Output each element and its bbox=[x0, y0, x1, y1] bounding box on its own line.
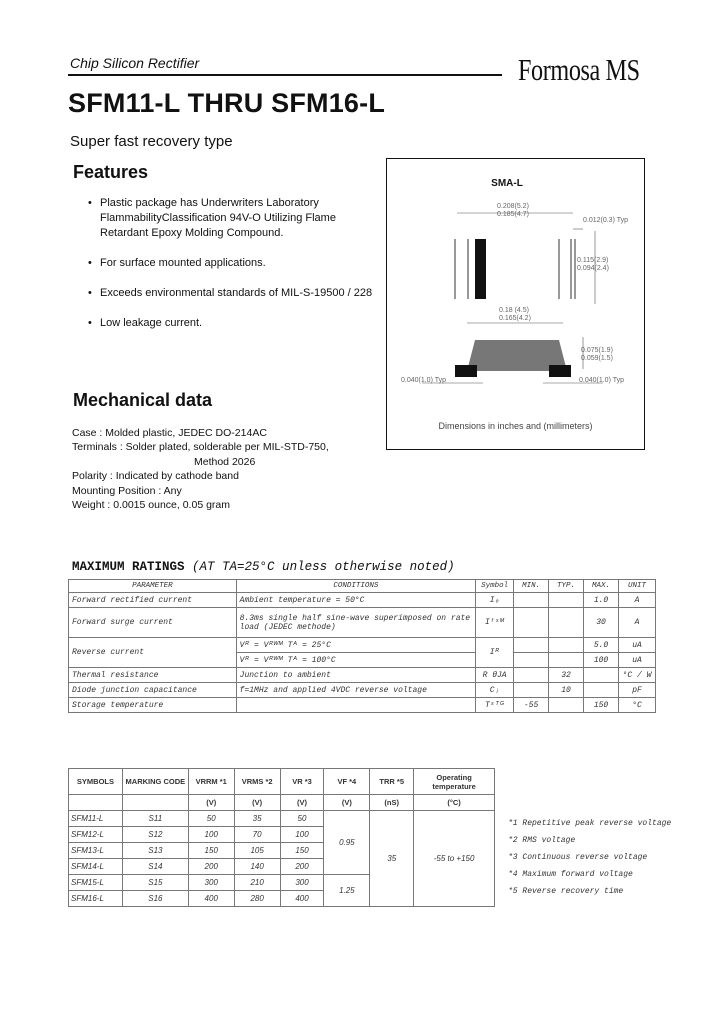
table-header-cell bbox=[69, 795, 123, 811]
table-cell: Iᶠˢᴹ bbox=[476, 608, 514, 638]
table-cell bbox=[584, 683, 619, 698]
table-cell: 400 bbox=[280, 891, 324, 907]
table-cell: °C bbox=[619, 698, 656, 713]
table-cell: 100 bbox=[188, 827, 234, 843]
table-cell: Reverse current bbox=[69, 638, 237, 668]
table-cell: 10 bbox=[549, 683, 584, 698]
table-cell: Forward surge current bbox=[69, 608, 237, 638]
dimensions-note: Dimensions in inches and (millimeters) bbox=[438, 421, 593, 431]
table-cell: Vᴿ = Vᴿᵂᴹ Tᴬ = 100°C bbox=[236, 653, 475, 668]
table-cell: SFM16-L bbox=[69, 891, 123, 907]
footnotes bbox=[508, 815, 671, 900]
table-cell bbox=[549, 638, 584, 653]
table-header-cell: VRMS *2 bbox=[234, 769, 280, 795]
table-cell: S12 bbox=[122, 827, 188, 843]
table-cell: 50 bbox=[188, 811, 234, 827]
mechanical-line: Weight : 0.0015 ounce, 0.05 gram bbox=[72, 499, 230, 512]
table-cell: SFM12-L bbox=[69, 827, 123, 843]
table-cell: S13 bbox=[122, 843, 188, 859]
table-cell: 50 bbox=[280, 811, 324, 827]
feature-item: • Low leakage current. bbox=[88, 316, 378, 331]
table-cell: 400 bbox=[188, 891, 234, 907]
table-cell: Vᴿ = Vᴿᵂᴹ Tᴬ = 25°C bbox=[236, 638, 475, 653]
table-header-cell: (V) bbox=[280, 795, 324, 811]
mechanical-line: Polarity : Indicated by cathode band bbox=[72, 470, 239, 483]
table-header-cell: VF *4 bbox=[324, 769, 370, 795]
table-header-cell: (V) bbox=[188, 795, 234, 811]
mechanical-heading: Mechanical data bbox=[73, 390, 213, 410]
lead-right bbox=[549, 365, 571, 377]
footnote: *3 Continuous reverse voltage bbox=[508, 853, 648, 862]
table-cell: R θJA bbox=[476, 668, 514, 683]
table-cell: 300 bbox=[188, 875, 234, 891]
table-header-cell: (V) bbox=[324, 795, 370, 811]
table-cell: 200 bbox=[280, 859, 324, 875]
table-cell: A bbox=[619, 608, 656, 638]
table-cell: 35 bbox=[370, 811, 414, 907]
table-cell bbox=[549, 653, 584, 668]
table-header-cell: MIN. bbox=[514, 580, 549, 593]
table-cell: SFM15-L bbox=[69, 875, 123, 891]
table-cell: Tˢᵀᴳ bbox=[476, 698, 514, 713]
table-cell: 200 bbox=[188, 859, 234, 875]
max-ratings-heading: MAXIMUM RATINGS bbox=[72, 560, 185, 574]
table-cell: Storage temperature bbox=[69, 698, 237, 713]
table-cell: 280 bbox=[234, 891, 280, 907]
table-cell: Junction to ambient bbox=[236, 668, 475, 683]
table-cell: I₀ bbox=[476, 593, 514, 608]
table-cell: 35 bbox=[234, 811, 280, 827]
table-cell: f=1MHz and applied 4VDC reverse voltage bbox=[236, 683, 475, 698]
table-cell: Thermal resistance bbox=[69, 668, 237, 683]
dim-label: 0.040(1.0) Typ bbox=[401, 377, 447, 384]
table-cell: 140 bbox=[234, 859, 280, 875]
table-cell: S14 bbox=[122, 859, 188, 875]
table-header-cell: TYP. bbox=[549, 580, 584, 593]
table-header-cell bbox=[122, 795, 188, 811]
footnote: *5 Reverse recovery time bbox=[508, 887, 624, 896]
cathode-band bbox=[475, 239, 486, 299]
table-cell: S15 bbox=[122, 875, 188, 891]
table-cell: °C / W bbox=[619, 668, 656, 683]
dim-label: 0.18 (4.5) bbox=[499, 307, 529, 314]
table-cell: S16 bbox=[122, 891, 188, 907]
table-header-cell: TRR *5 bbox=[370, 769, 414, 795]
feature-item: • Plastic package has Underwriters Laboratory FlammabilityClassification 94V-O Utilizing Flame Retardant Epoxy Molding Compound. bbox=[88, 196, 378, 241]
table-cell: 210 bbox=[234, 875, 280, 891]
table-row bbox=[69, 683, 656, 698]
brand-logo: Formosa MS bbox=[518, 52, 640, 87]
table-cell: SFM14-L bbox=[69, 859, 123, 875]
dim-label: 0.094(2.4) bbox=[577, 265, 609, 272]
package-name: SMA-L bbox=[491, 178, 523, 189]
tagline: Super fast recovery type bbox=[70, 133, 233, 150]
table-cell bbox=[549, 593, 584, 608]
table-cell: uA bbox=[619, 653, 656, 668]
table-cell: 150 bbox=[280, 843, 324, 859]
table-cell: Iᴿ bbox=[476, 638, 514, 668]
footnote: *1 Repetitive peak reverse voltage bbox=[508, 819, 672, 828]
table-header-cell: PARAMETER bbox=[69, 580, 237, 593]
document-subtitle: Chip Silicon Rectifier bbox=[70, 55, 200, 71]
table-cell: 32 bbox=[549, 668, 584, 683]
table-header-cell: MAX. bbox=[584, 580, 619, 593]
table-cell: 300 bbox=[280, 875, 324, 891]
table-cell: 105 bbox=[234, 843, 280, 859]
max-ratings-condition: (AT TA=25°C unless otherwise noted) bbox=[192, 560, 455, 574]
table-cell: 30 bbox=[584, 608, 619, 638]
table-row bbox=[69, 668, 656, 683]
table-cell: -55 to +150 bbox=[414, 811, 495, 907]
dim-label: 0.208(5.2) bbox=[497, 203, 529, 210]
table-cell bbox=[514, 653, 549, 668]
dim-label: 0.059(1.5) bbox=[581, 355, 613, 362]
table-cell: 0.95 bbox=[324, 811, 370, 875]
max-ratings-title bbox=[72, 560, 455, 574]
table-cell: -55 bbox=[514, 698, 549, 713]
footnote: *4 Maximum forward voltage bbox=[508, 870, 633, 879]
table-cell bbox=[549, 608, 584, 638]
table-cell: 70 bbox=[234, 827, 280, 843]
lead-left bbox=[455, 365, 477, 377]
table-cell: Forward rectified current bbox=[69, 593, 237, 608]
table-cell: 1.25 bbox=[324, 875, 370, 907]
table-cell: SFM13-L bbox=[69, 843, 123, 859]
table-cell: SFM11-L bbox=[69, 811, 123, 827]
features-heading: Features bbox=[73, 162, 149, 182]
table-cell: S11 bbox=[122, 811, 188, 827]
table-cell bbox=[514, 608, 549, 638]
table-header-cell: VRRM *1 bbox=[188, 769, 234, 795]
table-cell bbox=[514, 683, 549, 698]
table-units-row bbox=[69, 795, 495, 811]
table-cell: 100 bbox=[584, 653, 619, 668]
feature-item: • Exceeds environmental standards of MIL-S-19500 / 228 bbox=[88, 286, 378, 301]
table-cell: 150 bbox=[188, 843, 234, 859]
table-cell: uA bbox=[619, 638, 656, 653]
table-row bbox=[69, 593, 656, 608]
electrical-table bbox=[68, 768, 495, 907]
mechanical-list bbox=[72, 426, 329, 512]
package-outline-box bbox=[386, 158, 645, 450]
table-header-row bbox=[69, 580, 656, 593]
footnote: *2 RMS voltage bbox=[508, 836, 576, 845]
table-header-cell: CONDITIONS bbox=[236, 580, 475, 593]
table-cell: 8.3ms single half sine-wave superimposed on rate load (JEDEC methode) bbox=[236, 608, 475, 638]
header-rule bbox=[68, 74, 502, 76]
dim-label: 0.075(1.9) bbox=[581, 347, 613, 354]
table-cell: 5.0 bbox=[584, 638, 619, 653]
mechanical-line: Case : Molded plastic, JEDEC DO-214AC bbox=[72, 427, 267, 439]
table-header-cell: (°C) bbox=[414, 795, 495, 811]
table-cell bbox=[236, 698, 475, 713]
table-cell: A bbox=[619, 593, 656, 608]
table-cell bbox=[549, 698, 584, 713]
dim-label: 0.165(4.2) bbox=[499, 315, 531, 322]
table-header-cell: (nS) bbox=[370, 795, 414, 811]
dim-label: 0.012(0.3) Typ bbox=[583, 217, 629, 224]
table-row bbox=[69, 608, 656, 638]
table-header-cell: UNIT bbox=[619, 580, 656, 593]
table-header-cell: (V) bbox=[234, 795, 280, 811]
dim-label: 0.185(4.7) bbox=[497, 211, 529, 218]
dim-label: 0.040(1.0) Typ bbox=[579, 377, 625, 384]
table-row bbox=[69, 638, 656, 653]
table-header-cell: MARKING CODE bbox=[122, 769, 188, 795]
dim-label: 0.115(2.9) bbox=[577, 257, 609, 264]
table-cell bbox=[584, 668, 619, 683]
feature-item: • For surface mounted applications. bbox=[88, 256, 378, 271]
table-header-cell: VR *3 bbox=[280, 769, 324, 795]
table-cell bbox=[514, 668, 549, 683]
max-ratings-table bbox=[68, 579, 656, 713]
table-cell: Diode junction capacitance bbox=[69, 683, 237, 698]
table-header-row bbox=[69, 769, 495, 795]
table-header-cell: SYMBOLS bbox=[69, 769, 123, 795]
features-list bbox=[88, 196, 378, 346]
table-cell: Ambient temperature = 50°C bbox=[236, 593, 475, 608]
mechanical-line: Method 2026 bbox=[194, 455, 256, 468]
table-cell: pF bbox=[619, 683, 656, 698]
mechanical-line: Mounting Position : Any bbox=[72, 484, 182, 497]
table-cell bbox=[514, 638, 549, 653]
table-cell: 100 bbox=[280, 827, 324, 843]
table-cell: 150 bbox=[584, 698, 619, 713]
table-row bbox=[69, 811, 495, 827]
table-header-cell: Operating temperature bbox=[414, 769, 495, 795]
table-header-cell: Symbol bbox=[476, 580, 514, 593]
table-cell: Cⱼ bbox=[476, 683, 514, 698]
table-cell bbox=[514, 593, 549, 608]
table-cell: 1.0 bbox=[584, 593, 619, 608]
document-title: SFM11-L THRU SFM16-L bbox=[68, 88, 386, 118]
mechanical-line: Terminals : Solder plated, solderable per MIL-STD-750, bbox=[72, 441, 329, 454]
table-row bbox=[69, 698, 656, 713]
